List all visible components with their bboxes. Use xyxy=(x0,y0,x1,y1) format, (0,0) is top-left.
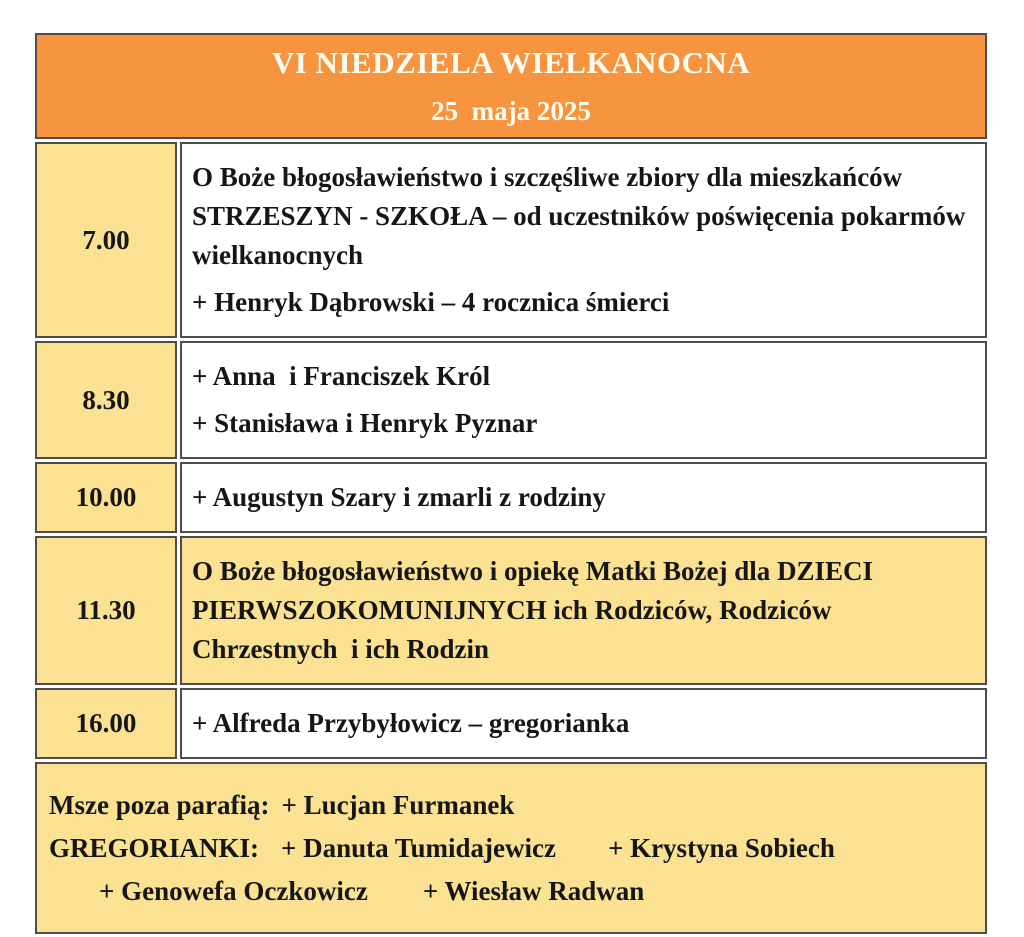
time-cell: 8.30 xyxy=(35,341,177,459)
header-cell xyxy=(35,33,987,139)
intention-text: + Stanisława i Henryk Pyznar xyxy=(192,408,538,438)
footer-label: GREGORIANKI: xyxy=(49,832,260,863)
intention-text: + Henryk Dąbrowski – 4 rocznica śmierci xyxy=(192,287,670,317)
footer-entry: + Genowefa Oczkowicz xyxy=(99,875,368,906)
table-row xyxy=(35,462,987,533)
intention-cell xyxy=(180,462,987,533)
footer-line xyxy=(49,829,973,868)
time-cell: 11.30 xyxy=(35,536,177,685)
header-row xyxy=(35,33,987,139)
intention-text: + Alfreda Przybyłowicz – gregorianka xyxy=(192,708,630,738)
table-row xyxy=(35,688,987,759)
footer-line xyxy=(49,786,973,825)
intention-cell xyxy=(180,536,987,685)
footer-row xyxy=(35,762,987,934)
table-row xyxy=(35,142,987,338)
footer-entry: + Danuta Tumidajewicz xyxy=(281,832,556,863)
footer-entry: + Lucjan Furmanek xyxy=(281,789,515,820)
time-cell: 16.00 xyxy=(35,688,177,759)
footer-entry: + Krystyna Sobiech xyxy=(607,832,835,863)
footer-line xyxy=(49,872,973,911)
intention-text: O Boże błogosławieństwo i szczęśliwe zbiory dla mieszkańców STRZESZYN - SZKOŁA – od uczestników poświęcenia pokarmów wielkanocnych xyxy=(192,162,973,270)
time-cell: 7.00 xyxy=(35,142,177,338)
intention-cell xyxy=(180,341,987,459)
intention-cell xyxy=(180,688,987,759)
page-title: VI NIEDZIELA WIELKANOCNA xyxy=(271,45,751,80)
intention-cell xyxy=(180,142,987,338)
footer-label: Msze poza parafią: xyxy=(49,789,270,820)
page-date: 25 maja 2025 xyxy=(431,96,591,126)
time-cell: 10.00 xyxy=(35,462,177,533)
mass-schedule-table xyxy=(32,30,990,937)
footer-entry: + Wiesław Radwan xyxy=(422,875,645,906)
intention-text: + Augustyn Szary i zmarli z rodziny xyxy=(192,482,606,512)
table-row xyxy=(35,341,987,459)
table-row xyxy=(35,536,987,685)
intention-text: + Anna i Franciszek Król xyxy=(192,361,491,391)
intention-text: O Boże błogosławieństwo i opiekę Matki Bożej dla DZIECI PIERWSZOKOMUNIJNYCH ich Rodziców, Rodziców Chrzestnych i ich Rodzin xyxy=(192,556,880,664)
footer-cell xyxy=(35,762,987,934)
